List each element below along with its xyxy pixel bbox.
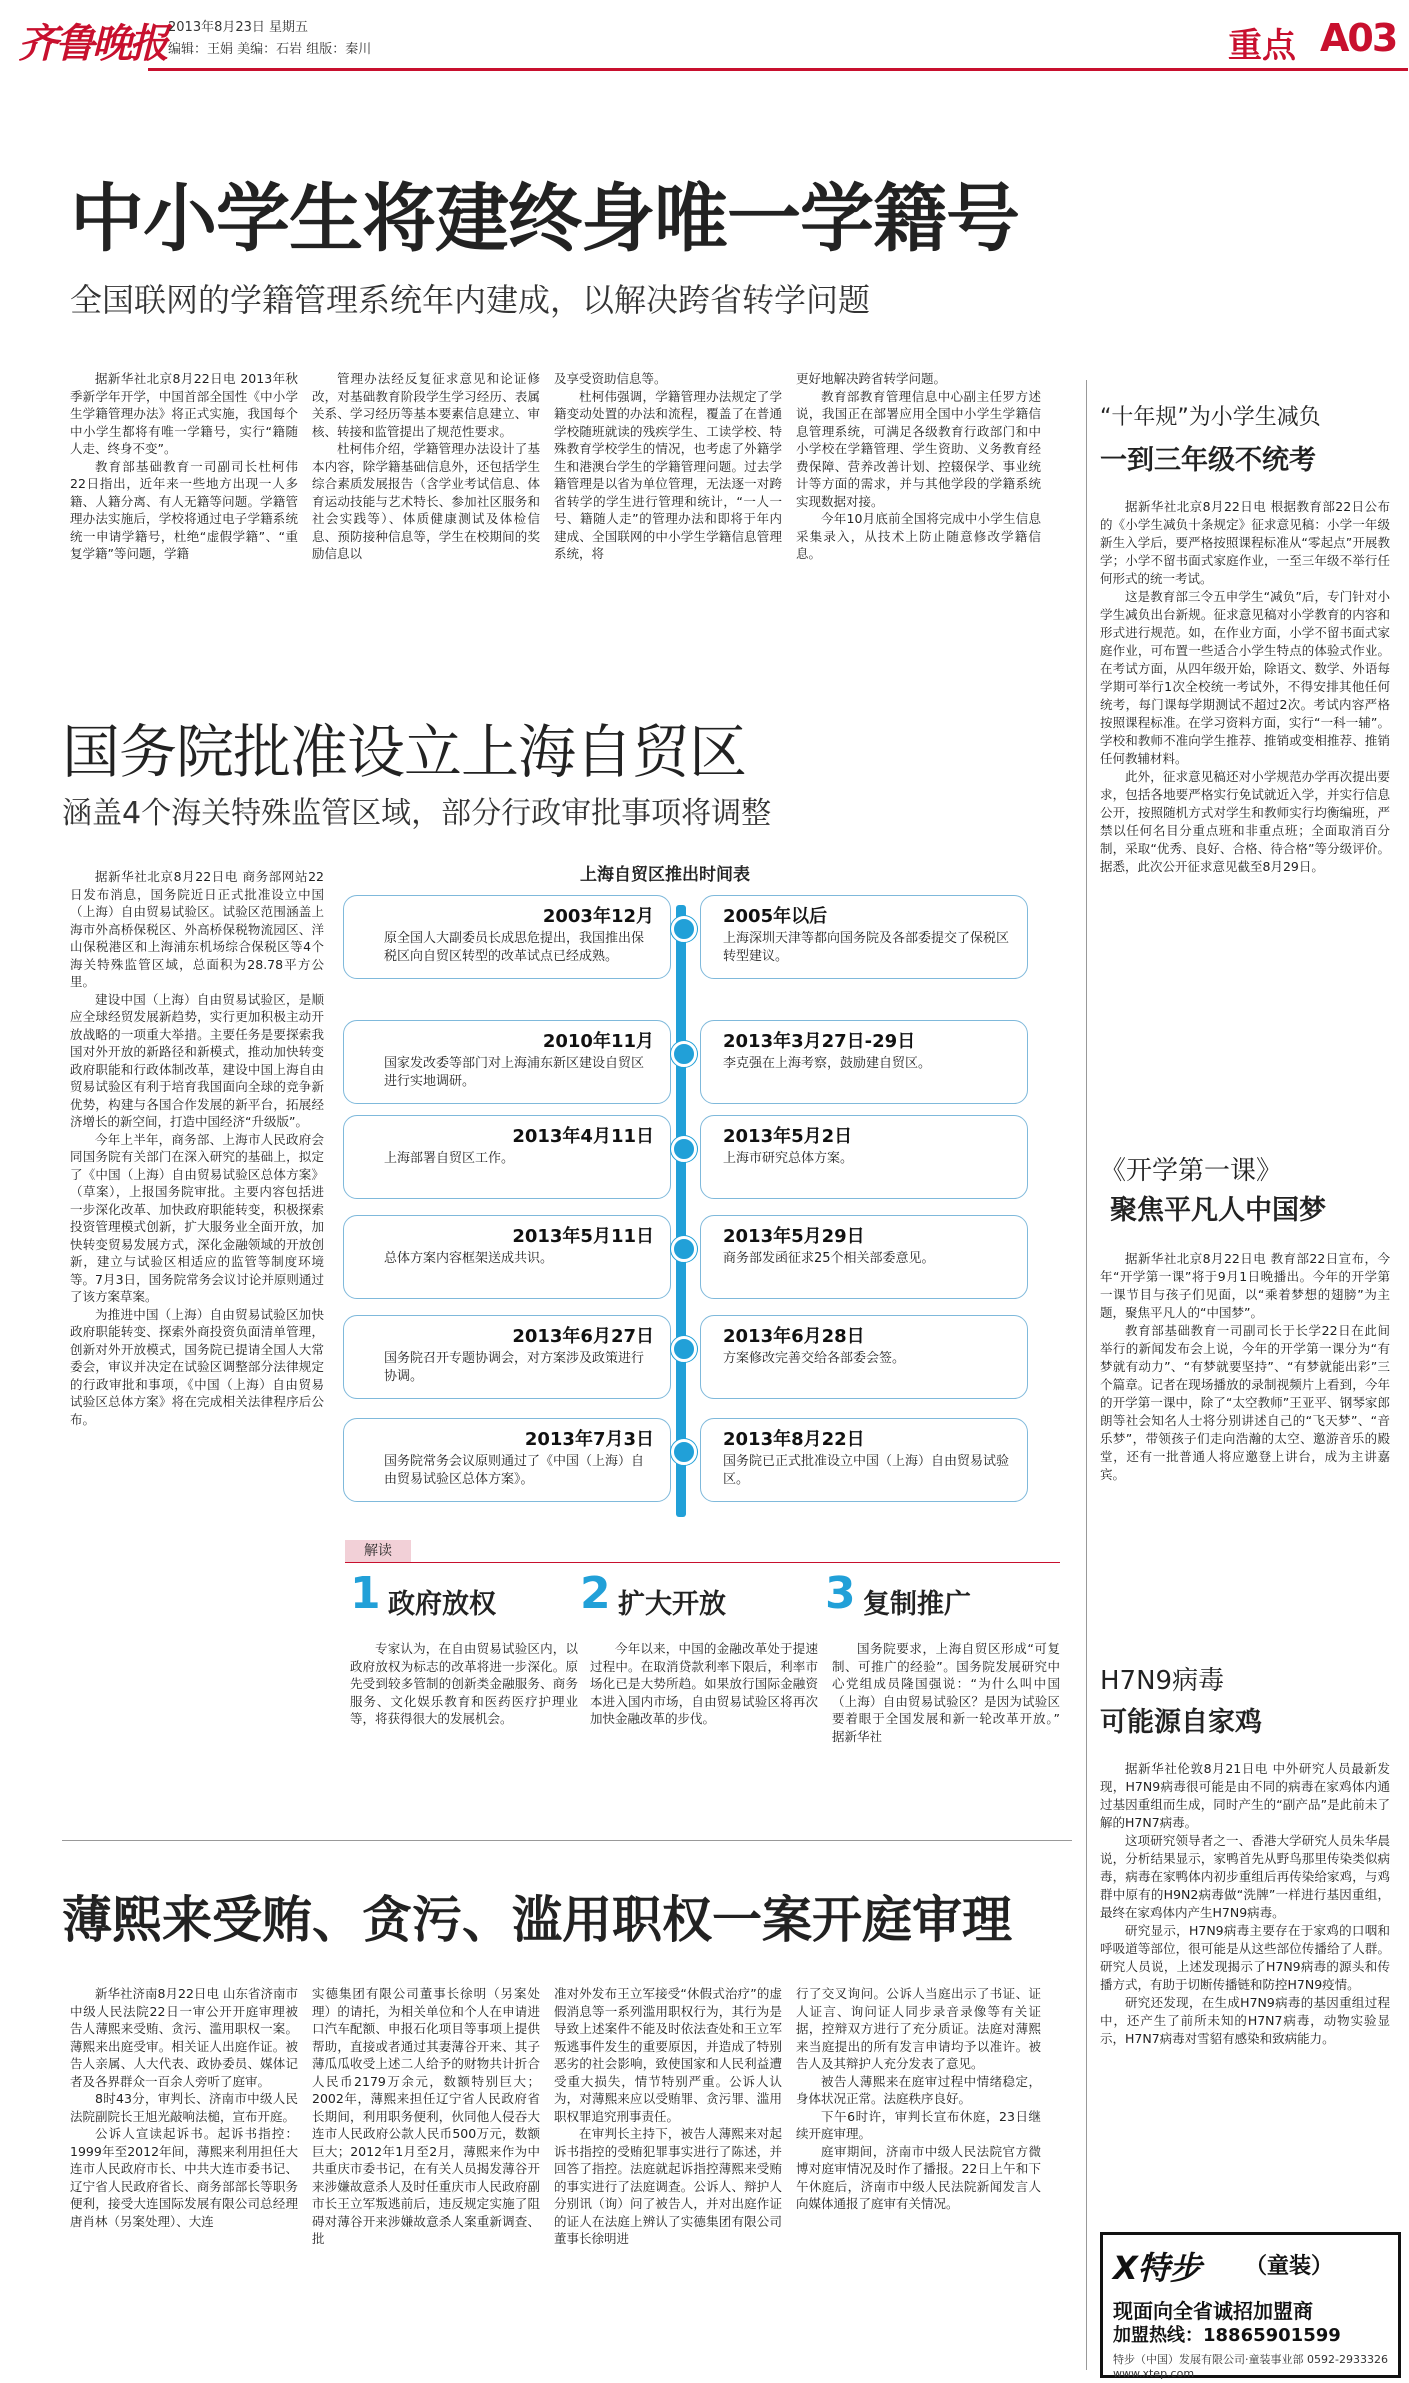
paragraph: 研究还发现，在生成H7N9病毒的基因重组过程中，还产生了前所未知的H7N7病毒，动物实验显示，H7N7病毒对雪貂有感染和致病能力。 [1100, 1995, 1390, 2046]
side2-heading: 聚焦平凡人中国梦 [1110, 1195, 1326, 1226]
sidebar-divider [1086, 380, 1087, 2370]
paragraph: 专家认为，在自由贸易试验区内，以政府放权为标志的改革将进一步深化。原先受到较多管制的创新类金融服务、商务服务、文化娱乐教育和医药医疗护理业等，将获得很大的发展机会。 [350, 1641, 578, 1726]
timeline-event [700, 1315, 1028, 1399]
paragraph: 行了交叉询问。公诉人当庭出示了书证、证人证言、询问证人同步录音录像等有关证据，控辩双方进行了充分质证。法庭对薄熙来当庭提出的所有发言申请均予以准许。被告人及其辩护人充分发表了意见。 [796, 1986, 1041, 2071]
event-text: 方案修改完善交给各部委会签。 [723, 1351, 906, 1366]
ad-hotline: 加盟热线：18865901599 [1113, 2325, 1341, 2346]
paragraph: 建设中国（上海）自由贸易试验区，是顺应全球经贸发展新趋势，实行更加积极主动开放战略的一项重大举措。主要任务是要探索我国对外开放的新路径和新模式，推动加快转变政府职能和行政体制改革，建设中国上海自由贸易试验区有利于培育我国面向全球的竞争新优势，构建与各国合作发展的新平台，拓展经济增长的新空间，打造中国经济“升级版”。 [70, 991, 324, 1129]
paragraph: 及享受资助信息等。 [554, 371, 667, 386]
event-text: 国家发改委等部门对上海浦东新区建设自贸区进行实地调研。 [384, 1056, 645, 1089]
story1-column-3 [554, 370, 782, 645]
analysis-rule [345, 1562, 1060, 1563]
side1-kicker: “十年规”为小学生减负 [1100, 405, 1321, 430]
paragraph: 这是教育部三令五申学生“减负”后，专门针对小学生减负出台新规。征求意见稿对小学教育的内容和形式进行规范。如，在作业方面，小学不留书面式家庭作业，可布置一些适合小学生特点的体验式作业。在考试方面，从四年级开始，除语文、数学、外语每学期可举行1次全校统一考试外，不得安排其他任何统考，每门课每学期测试不超过2次。考试内容严格按照课程标准。在学习资料方面，实行“一科一辅”。学校和教师不准向学生推荐、推销或变相推荐、推销任何教辅材料。 [1100, 589, 1390, 766]
paragraph: 国务院要求，上海自贸区形成“可复制、可推广的经验”。国务院发展研究中心党组成员隆国强说：“为什么叫中国（上海）自由贸易试验区？是因为试验区要着眼于全国发展和新一轮改革开放。” 据新华社 [832, 1641, 1060, 1744]
timeline-node [671, 1236, 697, 1262]
event-date: 2010年11月 [542, 1031, 654, 1052]
paragraph: 庭审期间，济南市中级人民法院官方微博对庭审情况及时作了播报。22日上午和下午休庭后，济南市中级人民法院新闻发言人向媒体通报了庭审有关情况。 [796, 2143, 1041, 2211]
paragraph: 今年10月底前全国将完成中小学生信息采集录入，从技术上防止随意修改学籍信息。 [796, 511, 1041, 561]
event-text: 总体方案内容框架送成共识。 [384, 1251, 554, 1266]
ad-brand-tag: （童装） [1245, 2254, 1334, 2279]
paragraph: 杜柯伟强调，学籍管理办法规定了学籍变动处置的办法和流程，覆盖了在普通学校随班就读的残疾学生、工读学校、特殊教育学校学生的情况，也考虑了外籍学生和港澳台学生的学籍管理问题。过去学籍管理是以省为单位管理，无法逐一对跨省转学的学生进行管理和统计，“一人一号、籍随人走”的管理办法和即将于年内建成、全国联网的中小学生学籍信息管理系统，将 [554, 388, 782, 561]
event-date: 2005年以后 [723, 906, 828, 927]
event-text: 商务部发函征求25个相关部委意见。 [723, 1251, 935, 1266]
timeline-event [700, 1418, 1028, 1502]
side2-kicker: 《开学第一课》 [1100, 1156, 1283, 1186]
side3-heading: 可能源自家鸡 [1100, 1707, 1262, 1738]
story1-column-2 [312, 370, 540, 645]
side2-body [1100, 1250, 1390, 1640]
ad-brand-logo: X特步 [1113, 2249, 1202, 2287]
story1-subtitle: 全国联网的学籍管理系统年内建成，以解决跨省转学问题 [70, 281, 871, 319]
side3-body [1100, 1760, 1390, 2215]
side3-kicker: H7N9病毒 [1100, 1666, 1225, 1696]
analysis-number: 2 [580, 1568, 611, 1619]
event-text: 原全国人大副委员长成思危提出，我国推出保税区向自贸区转型的改革试点已经成熟。 [384, 931, 645, 964]
side1-body [1100, 498, 1390, 1128]
editors-line: 编辑：王娟 美编：石岩 组版：秦川 [168, 42, 372, 57]
timeline-node [671, 916, 697, 942]
story-divider [62, 1840, 1072, 1841]
paragraph: 下午6时许，审判长宣布休庭，23日继续开庭审理。 [796, 2108, 1041, 2141]
paragraph: 这项研究领导者之一、香港大学研究人员朱华晨说，分析结果显示，家鸭首先从野鸟那里传染类似病毒，病毒在家鸭体内初步重组后再传染给家鸡，与鸡群中原有的H9N2病毒做“洗牌”一样进行基因重组，最终在家鸡体内产生H7N9病毒。 [1100, 1833, 1390, 1920]
paragraph: 教育部教育管理信息中心副主任罗方述说，我国正在部署应用全国中小学生学籍信息管理系统，可满足各级教育行政部门和中小学校在学籍管理、学生资助、义务教育经费保障、营养改善计划、控辍保学、事业统计等方面的需求，并与其他学段的学籍系统实现数据对接。 [796, 388, 1041, 509]
event-date: 2013年6月27日 [512, 1326, 654, 1347]
event-text: 上海部署自贸区工作。 [384, 1151, 515, 1166]
paragraph: 据新华社北京8月22日电 商务部网站22日发布消息，国务院近日正式批准设立中国（上海）自由贸易试验区。试验区范围涵盖上海市外高桥保税区、外高桥保税物流园区、洋山保税港区和上海浦东机场综合保税区等4个海关特殊监管区域，总面积为28.78平方公里。 [70, 869, 324, 989]
side1-heading: 一到三年级不统考 [1100, 445, 1316, 476]
advertisement [1100, 2232, 1401, 2378]
timeline-title: 上海自贸区推出时间表 [580, 865, 750, 885]
event-date: 2013年3月27日-29日 [723, 1031, 916, 1052]
paragraph: 实德集团有限公司董事长徐明（另案处理）的请托，为相关单位和个人在申请进口汽车配额、申报石化项目等事项上提供帮助，直接或者通过其妻薄谷开来、其子薄瓜瓜收受上述二人给予的财物共计折合人民币2179万余元，数额特别巨大；2002年，薄熙来担任辽宁省人民政府省长期间，利用职务便利，伙同他人侵吞大连市人民政府公款人民币500万元，数额巨大；2012年1月至2月，薄熙来作为中共重庆市委书记，在有关人员揭发薄谷开来涉嫌故意杀人及时任重庆市人民政府副市长王立军叛逃前后，违反规定实施了阻碍对薄谷开来涉嫌故意杀人案重新调查、批 [312, 1986, 540, 2246]
timeline-event [343, 895, 671, 979]
event-date: 2013年4月11日 [512, 1126, 654, 1147]
story2-title: 国务院批准设立上海自贸区 [62, 718, 747, 786]
date-line: 2013年8月23日 星期五 [168, 20, 309, 35]
timeline-event [700, 1215, 1028, 1299]
timeline-event [343, 1215, 671, 1299]
analysis-heading: 复制推广 [863, 1589, 971, 1620]
ad-headline: 现面向全省诚招加盟商 [1113, 2299, 1313, 2323]
analysis-heading: 扩大开放 [618, 1589, 726, 1620]
analysis-tag: 解读 [345, 1540, 411, 1562]
paragraph: 据新华社北京8月22日电 教育部22日宣布，今年“开学第一课”将于9月1日晚播出。今年的开学第一课节目与孩子们见面，以“乘着梦想的翅膀”为主题，聚焦平凡人的“中国梦”。 [1100, 1251, 1390, 1320]
event-text: 李克强在上海考察，鼓励建自贸区。 [723, 1056, 932, 1071]
story3-title: 薄熙来受贿、贪污、滥用职权一案开庭审理 [62, 1891, 1012, 1949]
event-text: 上海深圳天津等都向国务院及各部委提交了保税区转型建议。 [723, 931, 1010, 964]
paragraph: 教育部基础教育一司副司长于长学22日在此间举行的新闻发布会上说，今年的开学第一课分为“有梦就有动力”、“有梦就要坚持”、“有梦就能出彩”三个篇章。记者在现场播放的录制视频片上看到，今年的开学第一课中，除了“太空教师”王亚平、钢琴家郎朗等社会知名人士将分别讲述自己的“飞天梦”、“音乐梦”，带领孩子们走向浩瀚的太空、邀游音乐的殿堂，还有一批普通人将应邀登上讲台，成为主讲嘉宾。 [1100, 1323, 1390, 1482]
timeline-event [343, 1115, 671, 1199]
paragraph: 在审判长主持下，被告人薄熙来对起诉书指控的受贿犯罪事实进行了陈述，并回答了指控。法庭就起诉指控薄熙来受贿的事实进行了法庭调查。公诉人、辩护人分别讯（询）问了被告人，并对出庭作证的证人在法庭上辨认了实德集团有限公司董事长徐明进 [554, 2126, 782, 2246]
story2-subtitle: 涵盖4个海关特殊监管区域，部分行政审批事项将调整 [62, 796, 772, 831]
story2-column [70, 868, 324, 1803]
analysis-number: 1 [350, 1568, 381, 1619]
analysis-text [350, 1640, 578, 1800]
story3-column-3 [554, 1985, 782, 2370]
paragraph: 教育部基础教育一司副司长杜柯伟22日指出，近年来一些地方出现一人多籍、人籍分离、有人无籍等问题。学籍管理办法实施后，学校将通过电子学籍系统统一申请学籍号，杜绝“虚假学籍”、“重复学籍”等问题，学籍 [70, 458, 298, 561]
paragraph: 8时43分，审判长、济南市中级人民法院副院长王旭光敲响法槌，宣布开庭。 [70, 2091, 298, 2124]
event-date: 2013年5月2日 [723, 1126, 853, 1147]
event-date: 2003年12月 [542, 906, 654, 927]
event-date: 2013年5月29日 [723, 1226, 865, 1247]
event-date: 2013年8月22日 [723, 1429, 865, 1450]
timeline-node [671, 1041, 697, 1067]
paragraph: 为推进中国（上海）自由贸易试验区加快政府职能转变、探索外商投资负面清单管理，创新对外开放模式，国务院已提请全国人大常委会，审议并决定在试验区调整部分法律规定的行政审批和事项，《中国（上海）自由贸易试验区总体方案》将在完成相关法律程序后公布。 [70, 1306, 324, 1427]
story3-column-2 [312, 1985, 540, 2370]
paragraph: 据新华社北京8月22日电 根据教育部22日公布的《小学生减负十条规定》征求意见稿：小学一年级新生入学后，要严格按照课程标准从“零起点”开展教学；小学不留书面式家庭作业，一至三年级不举行任何形式的统一考试。 [1100, 499, 1390, 586]
section-label: 重点 [1228, 26, 1296, 66]
newspaper-logo: 齐鲁晚报 [18, 20, 166, 67]
paragraph: 公诉人宣读起诉书。起诉书指控：1999年至2012年间，薄熙来利用担任大连市人民政府市长、中共大连市委书记、辽宁省人民政府省长、商务部部长等职务便利，接受大连国际发展有限公司总经理唐肖林（另案处理）、大连 [70, 2126, 298, 2229]
event-text: 国务院召开专题协调会，对方案涉及政策进行协调。 [384, 1351, 645, 1384]
event-date: 2013年6月28日 [723, 1326, 865, 1347]
timeline-node [671, 1336, 697, 1362]
paragraph: 今年上半年，商务部、上海市人民政府会同国务院有关部门在深入研究的基础上，拟定了《中国（上海）自由贸易试验区总体方案》（草案），上报国务院审批。主要内容包括进一步深化改革、加快政府职能转变，积极探索投资管理模式创新，扩大服务业全面开放，加快转变贸易发展方式，深化金融领域的开放创新，建立与试验区相适应的监管等制度环境等。7月3日，国务院常务会议讨论并原则通过了该方案草案。 [70, 1131, 324, 1304]
event-text: 国务院常务会议原则通过了《中国（上海）自由贸易试验区总体方案》。 [384, 1454, 645, 1487]
paragraph: 据新华社伦敦8月21日电 中外研究人员最新发现，H7N9病毒很可能是由不同的病毒在家鸡体内通过基因重组而生成，同时产生的“副产品”是此前未了解的H7N7病毒。 [1100, 1761, 1390, 1830]
paragraph: 此外，征求意见稿还对小学规范办学再次提出要求，包括各地要严格实行免试就近入学，并实行信息公开，按照随机方式对学生和教师实行均衡编班，严禁以任何名目分重点班和非重点班；全面取消百分制，采取“优秀、良好、合格、待合格”等分级评价。据悉，此次公开征求意见截至8月29日。 [1100, 769, 1390, 874]
story1-column-1 [70, 370, 298, 645]
timeline-event [343, 1418, 671, 1502]
paragraph: 今年以来，中国的金融改革处于提速过程中。在取消贷款利率下限后，利率市场化已是大势所趋。如果放行国际金融资本进入国内市场，自由贸易试验区将再次加快金融改革的步伐。 [590, 1641, 818, 1726]
timeline-event [343, 1020, 671, 1104]
event-text: 国务院已正式批准设立中国（上海）自由贸易试验区。 [723, 1454, 1010, 1487]
analysis-number: 3 [825, 1568, 856, 1619]
timeline-spine [676, 905, 686, 1517]
event-date: 2013年5月11日 [512, 1226, 654, 1247]
story1-column-4 [796, 370, 1041, 645]
story3-column-4 [796, 1985, 1041, 2370]
paragraph: 据新华社北京8月22日电 2013年秋季新学年开学，中国首部全国性《中小学生学籍管理办法》将正式实施，我国每个中小学生都将有唯一学籍号，实行“籍随人走、终身不变”。 [70, 371, 298, 456]
timeline-event [343, 1315, 671, 1399]
masthead-rule [148, 68, 1408, 71]
analysis-text [832, 1640, 1060, 1800]
timeline-node [671, 1439, 697, 1465]
analysis-text [590, 1640, 818, 1800]
masthead [18, 4, 1398, 76]
paragraph: 更好地解决跨省转学问题。 [796, 371, 947, 386]
story1-title: 中小学生将建终身唯一学籍号 [70, 176, 1019, 262]
page-number: A03 [1320, 16, 1397, 60]
timeline-event [700, 1115, 1028, 1199]
paragraph: 研究显示，H7N9病毒主要存在于家鸡的口咽和呼吸道等部位，很可能是从这些部位传播给了人群。研究人员说，上述发现揭示了H7N9病毒的源头和传播方式，有助于切断传播链和防控H7N9疫情。 [1100, 1923, 1390, 1992]
paragraph: 新华社济南8月22日电 山东省济南市中级人民法院22日一审公开开庭审理被告人薄熙来受贿、贪污、滥用职权一案。薄熙来出庭受审。相关证人出庭作证。被告人亲属、人大代表、政协委员、媒体记者及各界群众一百余人旁听了庭审。 [70, 1986, 298, 2089]
ad-footer: 特步（中国）发展有限公司·童装事业部 0592-2933326 www.xtep.com [1113, 2353, 1388, 2380]
event-text: 上海市研究总体方案。 [723, 1151, 854, 1166]
analysis-heading: 政府放权 [388, 1589, 496, 1620]
paragraph: 被告人薄熙来在庭审过程中情绪稳定，身体状况正常。法庭秩序良好。 [796, 2073, 1041, 2106]
event-date: 2013年7月3日 [524, 1429, 654, 1450]
paragraph: 杜柯伟介绍，学籍管理办法设计了基本内容，除学籍基础信息外，还包括学生综合素质发展报告（含学业考试信息、体育运动技能与艺术特长、参加社区服务和社会实践等）、体质健康测试及体检信息、预防接种信息等，学生在校期间的奖励信息以 [312, 441, 540, 561]
story3-column-1 [70, 1985, 298, 2370]
timeline-event [700, 1020, 1028, 1104]
paragraph: 准对外发布王立军接受“休假式治疗”的虚假消息等一系列滥用职权行为，其行为是导致上述案件不能及时依法查处和王立军叛逃事件发生的重要原因，并造成了特别恶劣的社会影响，致使国家和人民利益遭受重大损失，情节特别严重。公诉人认为，对薄熙来应以受贿罪、贪污罪、滥用职权罪追究刑事责任。 [554, 1986, 782, 2124]
paragraph: 管理办法经反复征求意见和论证修改，对基础教育阶段学生学习经历、表属关系、学习经历等基本要素信息建立、审核、转接和监管提出了规范性要求。 [312, 371, 540, 439]
timeline-node [671, 1136, 697, 1162]
timeline-event [700, 895, 1028, 979]
